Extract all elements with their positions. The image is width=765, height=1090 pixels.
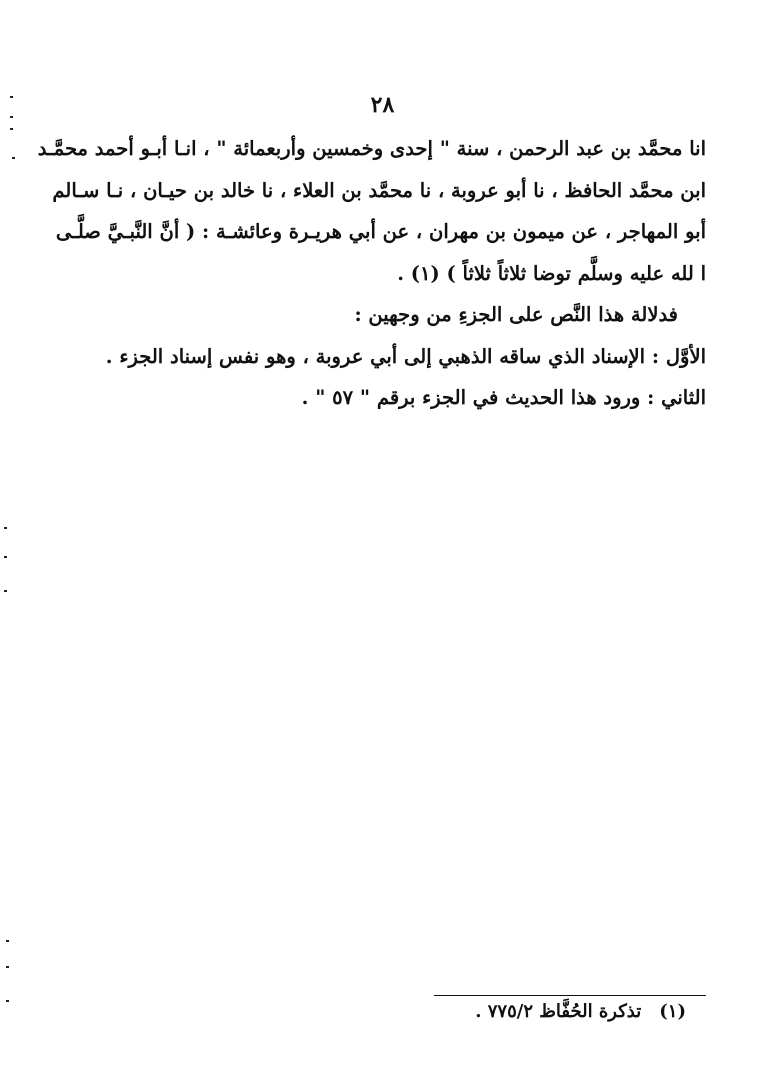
scan-speck: [10, 116, 13, 118]
scan-speck: [6, 940, 9, 942]
text-line: انا محمَّد بن عبد الرحمن ، سنة " إحدى وخمسين وأربعمائة " ، انـا أبـو أحمد محمَّـد: [37, 137, 706, 160]
text-line: ابن محمَّد الحافظ ، نا أبو عروبة ، نا محمَّد بن العلاء ، نا خالد بن حيـان ، نـا سـالم: [52, 178, 706, 202]
scan-speck: [4, 556, 7, 558]
scan-speck: [12, 157, 15, 159]
body-text: [37, 128, 706, 419]
text-line: ا لله عليه وسلَّم توضا ثلاثاً ثلاثاً ) (١) .: [397, 261, 706, 285]
text-line: الأوَّل : الإسناد الذي ساقه الذهبي إلى أبي عروبة ، وهو نفس إسناد الجزء .: [105, 344, 706, 368]
scan-speck: [6, 1000, 9, 1002]
footnote: [300, 1001, 686, 1022]
scan-speck: [6, 966, 9, 968]
text-line: أبو المهاجر ، عن ميمون بن مهران ، عن أبي هريـرة وعائشـة : ( أنَّ النَّبـيَّ صلَّـى: [55, 220, 706, 243]
footnote-marker: (١): [659, 1001, 686, 1022]
footnote-text: تذكرة الحُفَّاظ ٧٧٥/٢ .: [475, 1001, 642, 1022]
text-line: فدلالة هذا النَّص على الجزءِ من وجهين :: [354, 303, 678, 326]
scan-speck: [10, 128, 13, 130]
scan-speck: [10, 96, 13, 98]
scan-speck: [4, 590, 7, 592]
page-number: ٢٨: [370, 92, 395, 118]
text-line: الثاني : ورود هذا الحديث في الجزء برقم " ٥٧ " .: [301, 386, 706, 409]
footnote-divider: [434, 995, 706, 996]
scan-speck: [4, 527, 7, 529]
